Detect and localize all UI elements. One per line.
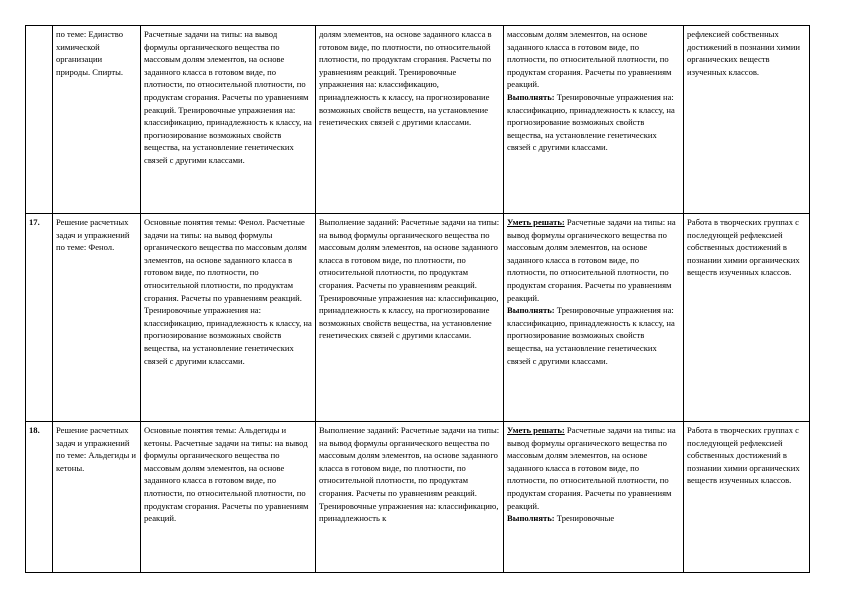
perform-label: Выполнять:: [507, 91, 555, 102]
table-row: [26, 422, 810, 573]
skills-text: Расчетные задачи на типы: на вывод формулы органического вещества по массовым долям элементов, на основе заданного класса в готовом виде, по плотности, по относительной плотности, по продуктам сгорания. Расчеты по уравнениям реакций.: [507, 425, 676, 511]
skills-cell: [504, 422, 684, 573]
skills-block: [507, 424, 680, 512]
lesson-topic: по теме: Единство химической организации природы. Спирты.: [53, 26, 141, 214]
perform-text: Тренировочные упражнения на: классификацию, принадлежность к классу, на прогнозирование возможных свойств вещества, на установление генетических связей с другими классами.: [507, 305, 675, 366]
skills-cell: [504, 26, 684, 214]
student-activity: долям элементов, на основе заданного класса в готовом виде, по плотности, по относительной плотности, по продуктам сгорания. Расчеты по уравнениям реакций. Тренировочные упражнения на: классификацию, принадлежность к классу, на прогнозирование возможных свойств веществ, на установление генетических связей с другими классами.: [316, 26, 504, 214]
perform-block: [507, 91, 680, 154]
perform-block: [507, 304, 680, 367]
work-form: рефлексией собственных достижений в познании химии органических веществ изученных классов.: [684, 26, 810, 214]
perform-label: Выполнять:: [507, 513, 555, 524]
skills-prefix: Уметь решать:: [507, 217, 565, 227]
perform-block: [507, 512, 680, 525]
work-form: Работа в творческих группах с последующей рефлексией собственных достижений в познании химии органических веществ изученных классов.: [684, 422, 810, 573]
lesson-content: Основные понятия темы: Фенол. Расчетные задачи на типы: на вывод формулы органического вещества по массовым долям элементов, на основе заданного класса в готовом виде, по плотности, по относительной плотности, по продуктам сгорания. Расчеты по уравнениям реакций. Тренировочные упражнения на: классификацию, принадлежность к классу, на прогнозирование возможных свойств вещества, на установление генетических связей с другими классами.: [141, 214, 316, 422]
skills-text: массовым долям элементов, на основе заданного класса в готовом виде, по плотности, по относительной плотности, по продуктам сгорания. Расчеты по уравнениям реакций.: [507, 29, 672, 90]
lesson-content: Расчетные задачи на типы: на вывод формулы органического вещества по массовым долям элементов, на основе заданного класса в готовом виде, по плотности, по относительной плотности, по продуктам сгорания. Расчеты по уравнениям реакций. Тренировочные упражнения на: классификацию, принадлежность к классу, на прогнозирование возможных свойств вещества, на установление генетических связей с другими классами.: [141, 26, 316, 214]
student-activity: Выполнение заданий: Расчетные задачи на типы: на вывод формулы органического вещества по массовым долям элементов, на основе заданного класса в готовом виде, по плотности, по относительной плотности, по продуктам сгорания. Расчеты по уравнениям реакций. Тренировочные упражнения на: классификацию, принадлежность к: [316, 422, 504, 573]
lesson-content: Основные понятия темы: Альдегиды и кетоны. Расчетные задачи на типы: на вывод формулы органического вещества по массовым долям элементов, на основе заданного класса в готовом виде, по плотности, по относительной плотности, по продуктам сгорания. Расчеты по уравнениям реакций.: [141, 422, 316, 573]
perform-text: Тренировочные упражнения на: классификацию, принадлежность к классу, на прогнозирование возможных свойств вещества, на установление генетических связей с другими классами.: [507, 91, 675, 153]
perform-text: Тренировочные: [556, 513, 615, 524]
perform-label: Выполнять:: [507, 305, 555, 316]
table-row: [26, 214, 810, 422]
lesson-plan-table: [25, 25, 810, 573]
lesson-number: 17.: [26, 214, 53, 422]
lesson-topic: Решение расчетных задач и упражнений по теме: Фенол.: [53, 214, 141, 422]
skills-cell: [504, 214, 684, 422]
lesson-topic: Решение расчетных задач и упражнений по теме: Альдегиды и кетоны.: [53, 422, 141, 573]
skills-prefix: Уметь решать:: [507, 425, 565, 435]
table-row: [26, 26, 810, 214]
skills-text: Расчетные задачи на типы: на вывод формулы органического вещества по массовым долям элементов, на основе заданного класса в готовом виде, по плотности, по относительной плотности, по продуктам сгорания. Расчеты по уравнениям реакций.: [507, 217, 676, 303]
work-form: Работа в творческих группах с последующей рефлексией собственных достижений в познании химии органических веществ изученных классов.: [684, 214, 810, 422]
skills-block: [507, 216, 680, 304]
lesson-number: [26, 26, 53, 214]
student-activity: Выполнение заданий: Расчетные задачи на типы: на вывод формулы органического вещества по массовым долям элементов, на основе заданного класса в готовом виде, по плотности, по относительной плотности, по продуктам сгорания. Расчеты по уравнениям реакций. Тренировочные упражнения на: классификацию, принадлежность к классу, на прогнозирование возможных свойств вещества, на установление генетических связей с другими классами.: [316, 214, 504, 422]
lesson-number: 18.: [26, 422, 53, 573]
